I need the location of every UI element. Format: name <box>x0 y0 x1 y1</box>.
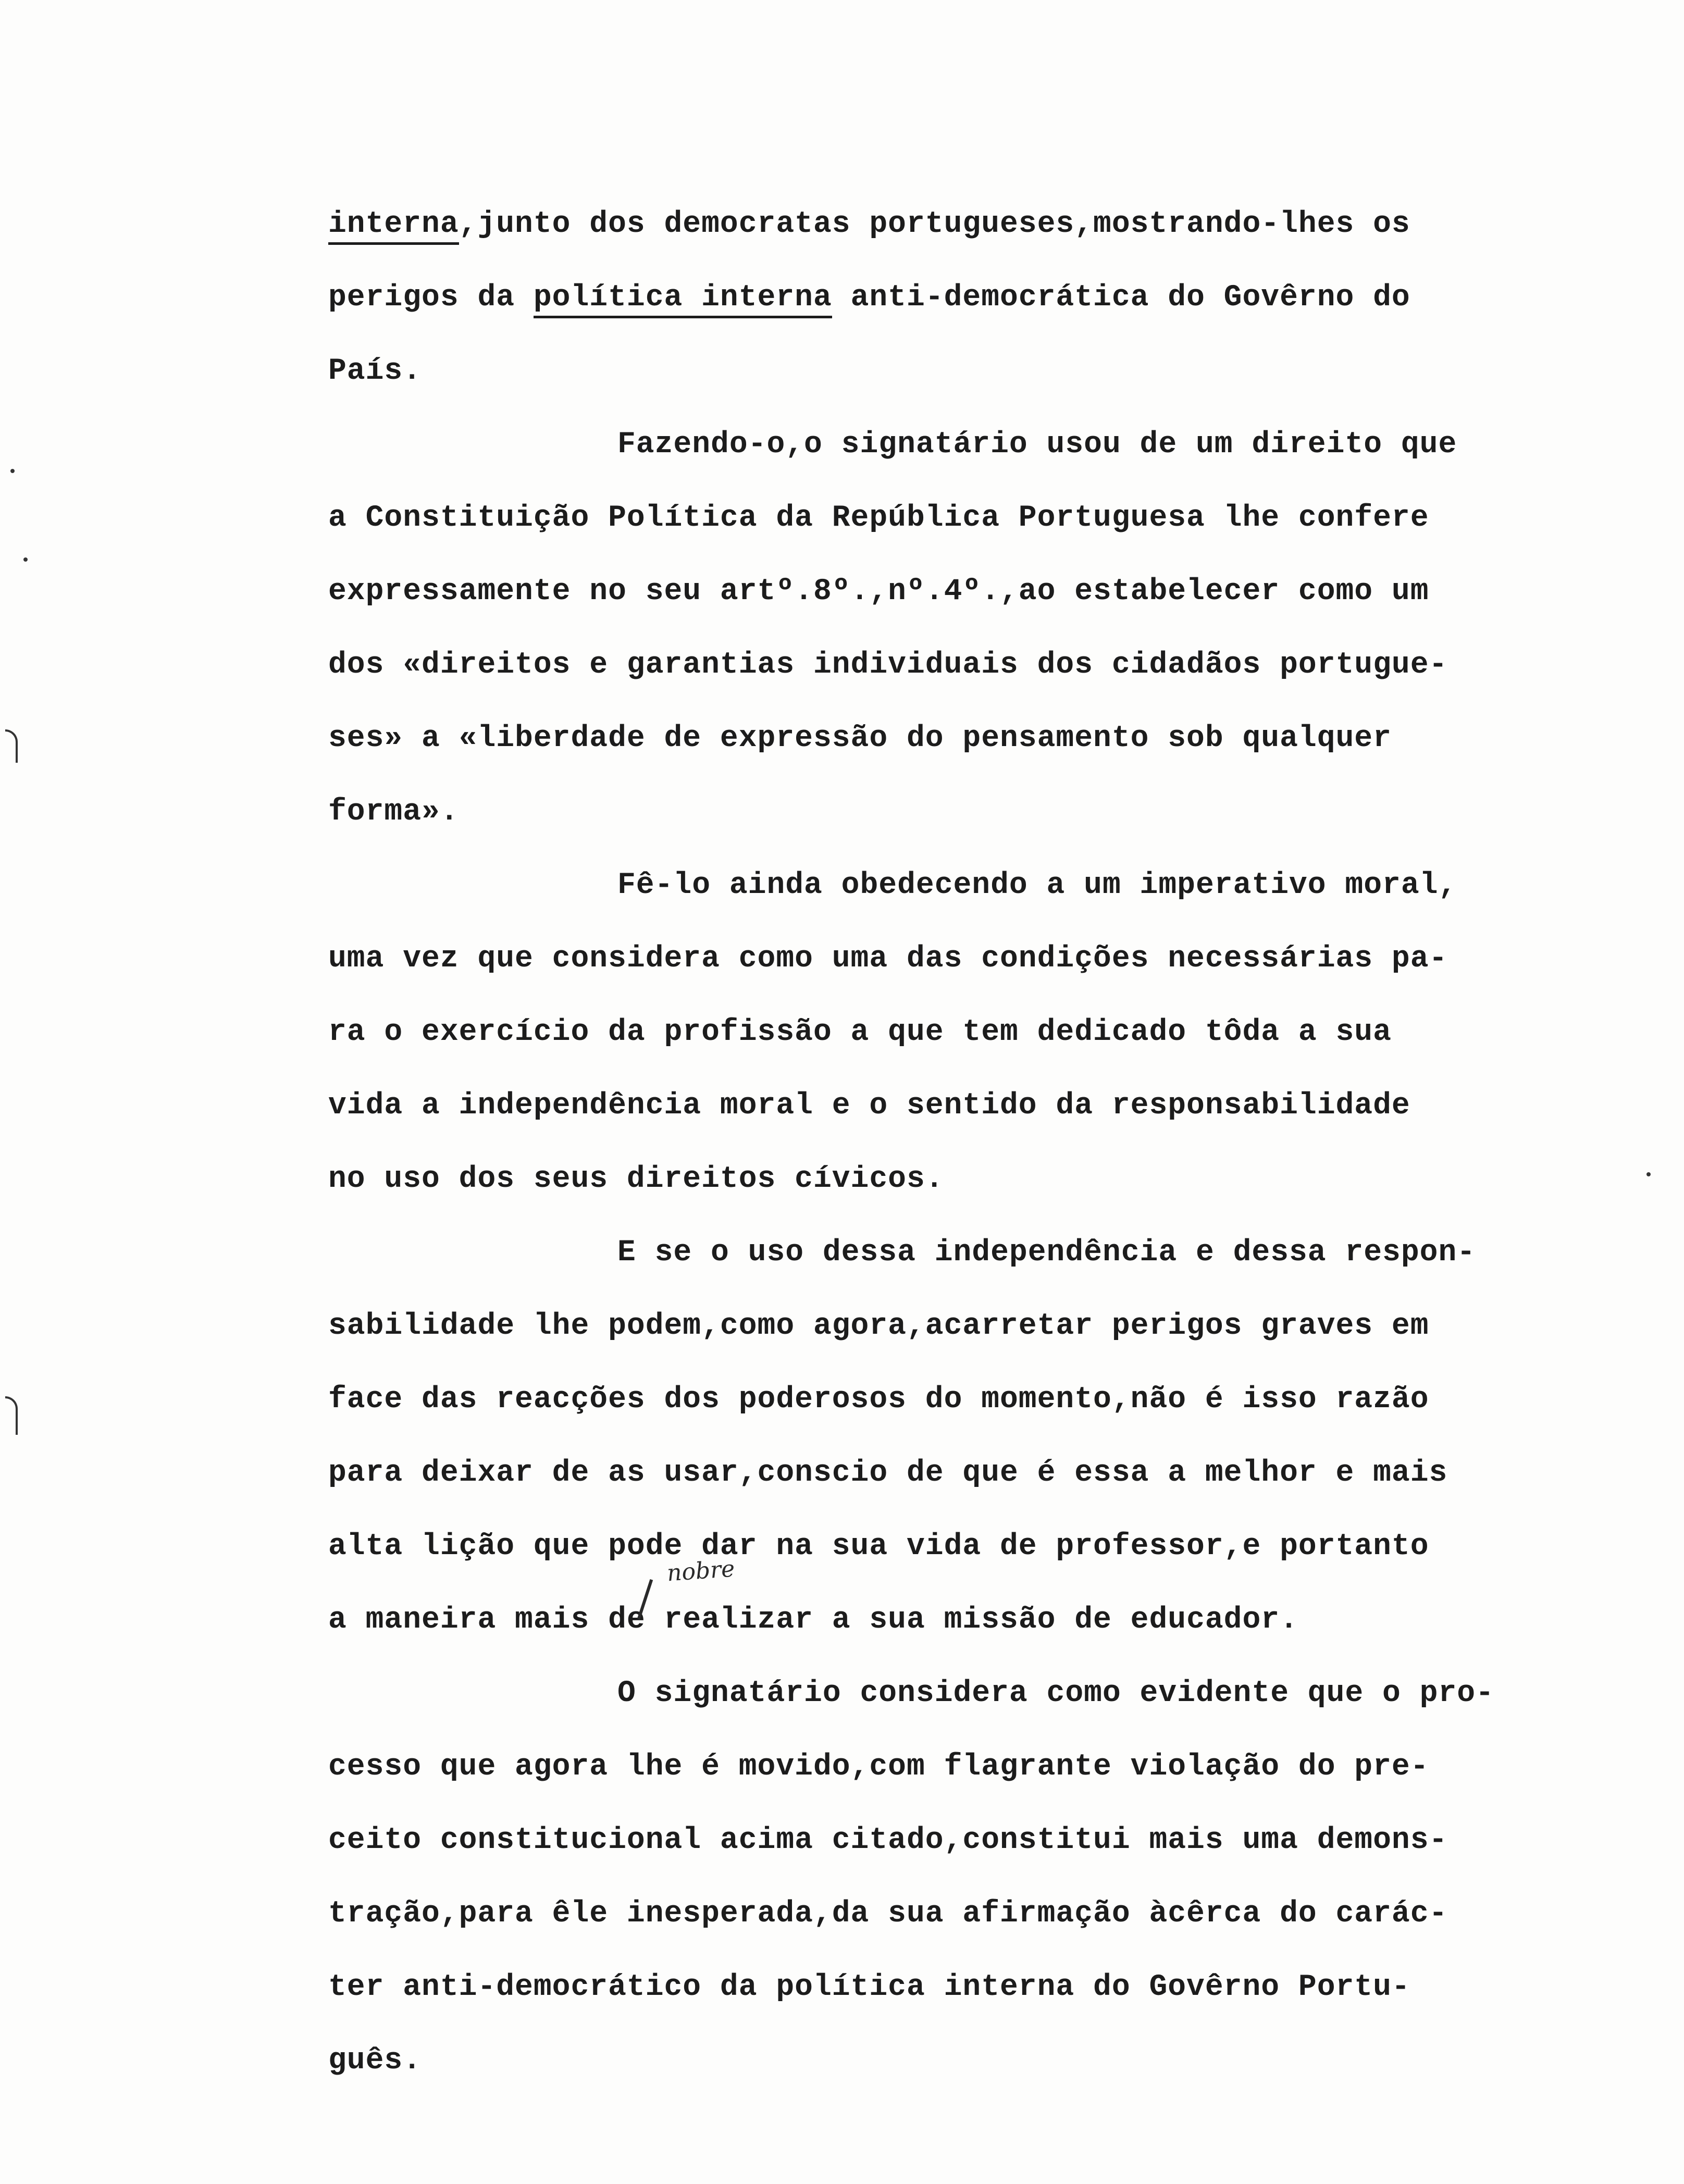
text-line: País. <box>328 354 422 388</box>
text-line <box>328 1583 1610 1657</box>
text-line <box>328 849 1610 922</box>
text-line: ses» a «liberdade de expressão do pensamento sob qualquer <box>328 722 1392 755</box>
handwritten-annotation: nobre <box>666 1555 736 1587</box>
text-span: Fazendo-o,o signatário usou de um direito que <box>617 428 1457 462</box>
text-span: O signatário considera como evidente que o pro- <box>617 1677 1494 1710</box>
text-line: ra o exercício da profissão a que tem dedicado tôda a sua <box>328 1015 1392 1049</box>
text-line: guês. <box>328 2044 422 2078</box>
text-line: alta lição que pode dar na sua vida de professor,e portanto <box>328 1530 1429 1563</box>
text-line <box>328 1216 1610 1289</box>
text-line: uma vez que considera como uma das condições necessárias pa- <box>328 942 1448 976</box>
text-line: a Constituição Política da República Portuguesa lhe confere <box>328 501 1429 535</box>
text-line: face das reacções dos poderosos do momento,não é isso razão <box>328 1383 1429 1417</box>
text-span: de realizar a sua missão de educador. <box>608 1603 1298 1637</box>
text-line: sabilidade lhe podem,como agora,acarretar perigos graves em <box>328 1309 1429 1343</box>
text-line <box>328 408 1610 481</box>
text-line: cesso que agora lhe é movido,com flagrante violação do pre- <box>328 1750 1429 1784</box>
margin-bracket-mark <box>5 1396 18 1435</box>
paragraph-2 <box>328 408 1610 849</box>
paragraph-1 <box>328 188 1610 408</box>
underlined-word: interna <box>328 207 459 245</box>
typed-text-body <box>328 188 1610 2098</box>
text-line: forma». <box>328 795 459 829</box>
underlined-phrase: política interna <box>534 281 832 318</box>
text-span: a maneira mais <box>328 1603 609 1637</box>
text-span: perigos da <box>328 281 534 315</box>
text-line: expressamente no seu artº.8º.,nº.4º.,ao estabelecer como um <box>328 575 1429 609</box>
text-line <box>328 188 1610 261</box>
margin-bracket-mark <box>5 729 18 763</box>
text-line: para deixar de as usar,conscio de que é essa a melhor e mais <box>328 1456 1448 1490</box>
text-line: no uso dos seus direitos cívicos. <box>328 1162 944 1196</box>
paragraph-4 <box>328 1216 1610 1657</box>
text-line: vida a independência moral e o sentido da responsabilidade <box>328 1089 1410 1123</box>
text-line: ter anti-democrático da política interna do Govêrno Portu- <box>328 1970 1410 2004</box>
text-line: dos «direitos e garantias individuais dos cidadãos portugue- <box>328 648 1448 682</box>
margin-speck <box>23 557 28 562</box>
text-line <box>328 1657 1610 1730</box>
text-line: ceito constitucional acima citado,constitui mais uma demons- <box>328 1823 1448 1857</box>
margin-speck <box>1646 1172 1651 1176</box>
text-span: E se o uso dessa independência e dessa respon- <box>617 1236 1476 1270</box>
paragraph-3 <box>328 849 1610 1216</box>
margin-speck <box>10 469 15 473</box>
text-span: anti-democrática do Govêrno do <box>832 281 1410 315</box>
text-line <box>328 261 1610 334</box>
text-span: ,junto dos democratas portugueses,mostrando-lhes os <box>459 207 1410 241</box>
text-line: tração,para êle inesperada,da sua afirmação àcêrca do carác- <box>328 1897 1448 1931</box>
text-span: Fê-lo ainda obedecendo a um imperativo moral, <box>617 868 1457 902</box>
paragraph-5 <box>328 1657 1610 2098</box>
